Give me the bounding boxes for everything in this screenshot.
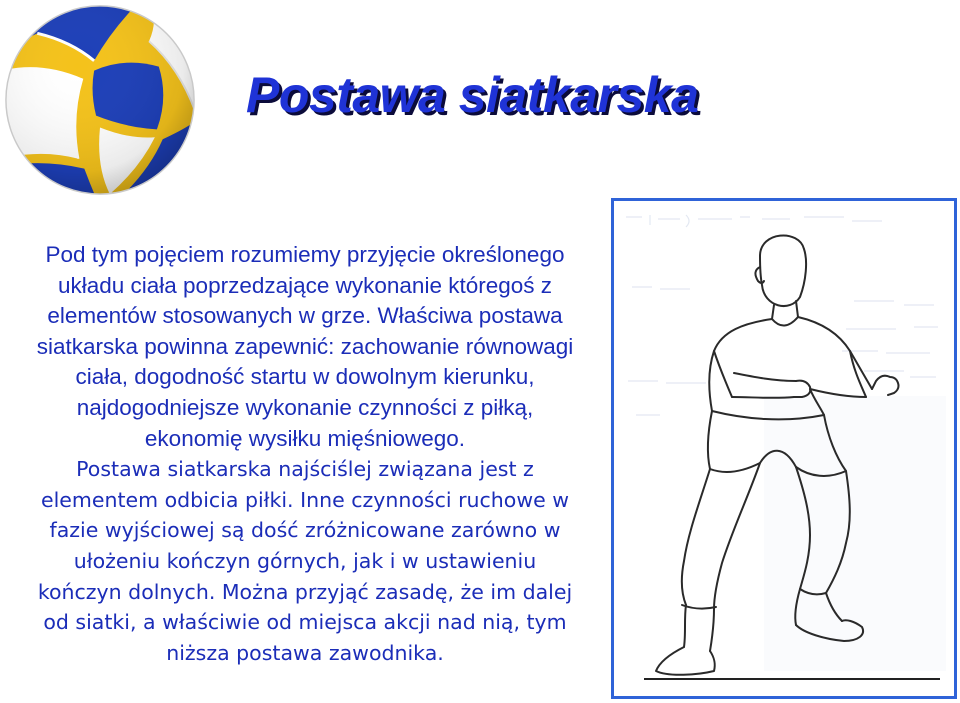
paragraph-line: siatkarska powinna zapewnić: zachowanie równowagi: [36, 333, 574, 359]
paragraph-line: elementem odbicia piłki. Inne czynności ruchowe w: [41, 487, 569, 512]
paragraph-line: kończyn dolnych. Można przyjąć zasadę, że im dalej: [37, 579, 573, 604]
slide-title: Postawa siatkarska: [246, 67, 699, 123]
paragraph-line: ciała, dogodność startu w dowolnym kierunku,: [75, 364, 535, 390]
paragraph-line: Pod tym pojęciem rozumiemy przyjęcie określonego: [45, 242, 565, 267]
paragraph-line: fazie wyjściowej są dość zróżnicowane zarówno w: [49, 518, 561, 543]
player-stance-figure: [611, 198, 957, 699]
paragraph-line: najdogodniejsze wykonanie czynności z piłką,: [76, 394, 534, 420]
paragraph-line: ekonomię wysiłku mięśniowego.: [144, 425, 466, 451]
slide-paragraph: [0, 240, 610, 668]
paragraph-line: niższa postawa zawodnika.: [166, 640, 444, 665]
volleyball-icon: [2, 2, 198, 198]
paragraph-line: od siatki, a właściwie od miejsca akcji nad nią, tym: [43, 610, 567, 635]
volleyball-player-drawing: [614, 201, 954, 696]
paragraph-line: Postawa siatkarska najściślej związana jest z: [76, 457, 534, 482]
paragraph-line: ułożeniu kończyn górnych, jak i w ustawieniu: [73, 548, 537, 573]
paragraph-line: elementów stosowanych w grze. Właściwa postawa: [47, 303, 563, 329]
paragraph-line: układu ciała poprzedzające wykonanie któregoś z: [57, 272, 553, 298]
